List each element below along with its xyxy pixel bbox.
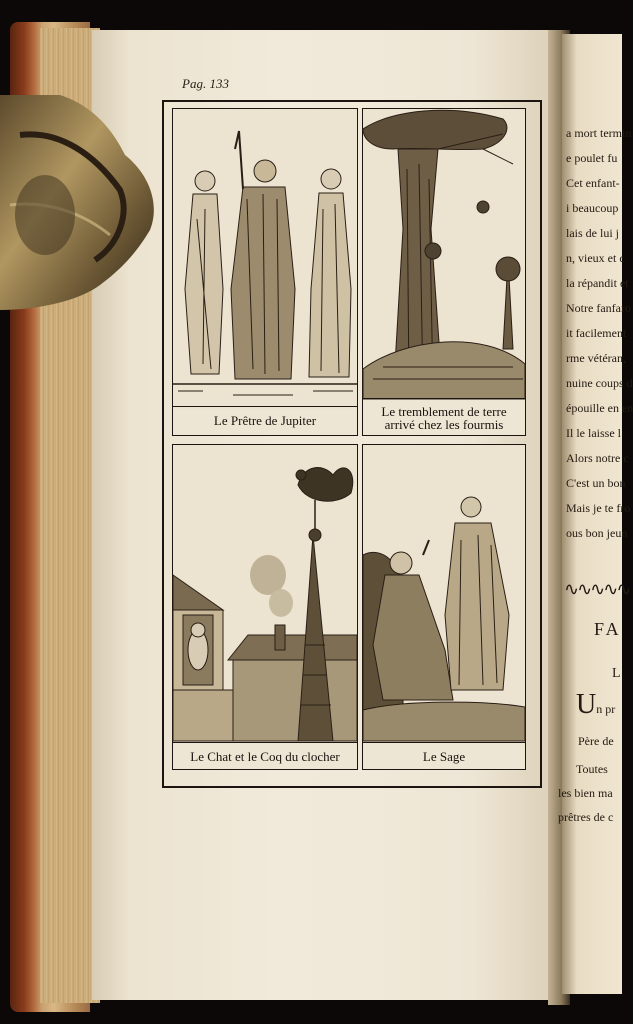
caption-divider — [363, 398, 525, 400]
right-text-line: n, vieux et c — [566, 251, 625, 265]
engraving-plate — [162, 100, 542, 788]
cat-rooster-engraving — [173, 445, 357, 741]
panel-earthquake — [362, 108, 526, 436]
right-text-line: épouille en en — [566, 401, 633, 415]
right-text-line: Toutes — [576, 762, 608, 776]
fable-subheading: L — [612, 666, 621, 681]
priest-engraving — [173, 109, 357, 409]
caption-line: arrivé chez les fourmis — [384, 417, 504, 432]
right-text-line: e poulet fu — [566, 151, 618, 165]
caption-divider — [173, 406, 357, 408]
caption-divider — [173, 742, 357, 744]
right-text-line: lais de lui j — [566, 226, 619, 240]
right-text-line: it facilement — [566, 326, 627, 340]
caption-divider — [363, 742, 525, 744]
right-text-line: a mort termin — [566, 126, 632, 140]
caption-cat-and-cock: Le Chat et le Coq du clocher — [190, 749, 340, 764]
page-number: Pag. 133 — [182, 76, 229, 91]
right-text-line: la répandit et — [566, 276, 629, 290]
right-text-line: prêtres de c — [558, 810, 614, 824]
right-text-line: i beaucoup — [566, 201, 619, 215]
right-text-line: rme vétéran, — [566, 351, 626, 365]
right-text-line: Il le laisse l — [566, 426, 621, 440]
right-text-line: Mais je te fro — [566, 501, 631, 515]
caption-earthquake — [363, 405, 525, 431]
right-text-line: Père de — [578, 734, 614, 748]
sage-engraving — [363, 445, 525, 741]
caption-priest: Le Prêtre de Jupiter — [213, 413, 317, 428]
right-text-line: C'est un bon — [566, 476, 626, 490]
panel-the-sage — [362, 444, 526, 770]
drop-cap-initial: U — [576, 689, 597, 720]
caption-line: Le tremblement de terre — [381, 404, 507, 419]
right-page — [558, 34, 633, 994]
first-line-text: n pr — [596, 702, 616, 716]
panel-cat-and-cock — [172, 444, 358, 770]
ornament-rule: ∿∿∿∿∿ — [564, 579, 630, 599]
fable-first-line — [576, 689, 615, 721]
right-text-line: ous bon jeun — [566, 526, 628, 540]
panel-priest-of-jupiter — [172, 108, 358, 436]
right-text-line: Notre fanfaro — [566, 301, 631, 315]
right-text-line: nuine coups d — [566, 376, 633, 390]
right-text-line: Alors notre c — [566, 451, 629, 465]
earthquake-engraving — [363, 109, 525, 399]
right-text-line: les bien ma — [558, 786, 613, 800]
fable-heading: FA — [594, 619, 622, 639]
brass-clasp — [0, 95, 160, 315]
right-text-line: Cet enfant- — [566, 176, 620, 190]
caption-sage: Le Sage — [422, 749, 466, 764]
